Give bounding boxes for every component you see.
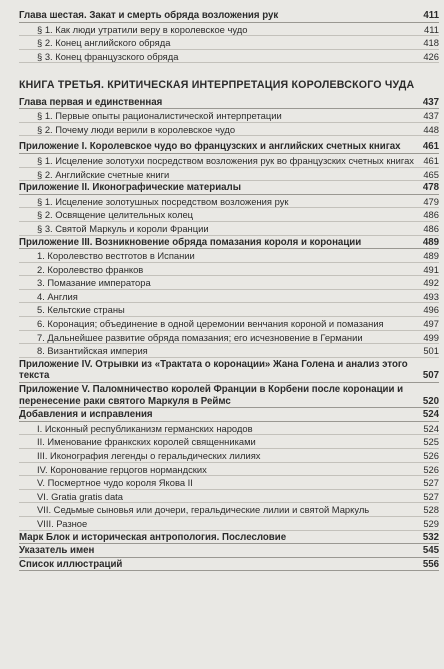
toc-entry-page: 526 xyxy=(423,450,439,462)
toc-entry-page: 486 xyxy=(423,222,439,234)
toc-entry-page: 524 xyxy=(422,409,439,421)
toc-entry-title: Добавления и исправления xyxy=(19,409,153,421)
toc-entry-title: VIII. Разное xyxy=(37,517,88,529)
toc-entry-title: 4. Англия xyxy=(37,290,78,302)
toc-entry-title: VII. Седьмые сыновья или дочери, геральдические лилии и святой Маркуль xyxy=(37,504,370,516)
toc-entry-page: 461 xyxy=(422,141,439,153)
toc-entry-page: 545 xyxy=(422,545,439,557)
toc-entry-title: 1. Королевство вестготов в Испании xyxy=(37,250,195,262)
toc-entry-page: 426 xyxy=(423,50,439,62)
toc-entry-title: § 2. Английские счетные книги xyxy=(37,168,170,180)
toc-entry-appendix-5[interactable] xyxy=(19,383,439,408)
toc-entry-title: 5. Кельтские страны xyxy=(37,304,125,316)
toc-entry-title: Указатель имен xyxy=(19,545,95,557)
toc-entry[interactable] xyxy=(19,517,439,531)
toc-entry-title: § 2. Конец английского обряда xyxy=(37,37,171,49)
toc-entry[interactable] xyxy=(19,463,439,477)
toc-entry-title: § 1. Исцеление золотушных посредством возложения рук xyxy=(37,195,289,207)
toc-entry-appendix-2[interactable] xyxy=(19,181,439,195)
toc-entry-name-index[interactable] xyxy=(19,544,439,558)
toc-entry[interactable] xyxy=(19,168,439,182)
toc-entry-title: I. Исконный республиканизм германских народов xyxy=(37,422,253,434)
toc-entry-title: Приложение III. Возникновение обряда помазания короля и коронации xyxy=(19,236,362,248)
toc-entry-page: 411 xyxy=(423,10,439,21)
toc-entry-page: 448 xyxy=(423,123,439,135)
toc-entry[interactable] xyxy=(19,490,439,504)
toc-entry-page: 479 xyxy=(423,195,439,207)
toc-entry-page: 478 xyxy=(422,182,439,194)
toc-entry[interactable] xyxy=(19,36,439,50)
toc-entry-appendix-3[interactable] xyxy=(19,236,439,250)
toc-entry-page: 492 xyxy=(423,277,439,289)
toc-entry-page: 493 xyxy=(423,290,439,302)
toc-entry[interactable] xyxy=(19,263,439,277)
toc-entry-page: 532 xyxy=(422,531,439,543)
toc-entry-title: Глава шестая. Закат и смерть обряда возложения рук xyxy=(19,10,279,21)
toc-entry-appendix-1[interactable] xyxy=(19,140,439,154)
toc-entry-title: 2. Королевство франков xyxy=(37,263,144,275)
toc-entry-page: 524 xyxy=(423,422,439,434)
toc-entry-page: 411 xyxy=(424,23,439,35)
toc-entry-page: 526 xyxy=(423,463,439,475)
toc-entry-page: 497 xyxy=(423,318,439,330)
toc-entry-page: 465 xyxy=(423,168,439,180)
toc-entry-addenda[interactable] xyxy=(19,408,439,422)
toc-entry-page: 489 xyxy=(422,236,439,248)
toc-entry-title: V. Посмертное чудо короля Якова II xyxy=(37,477,193,489)
toc-entry-title: 8. Византийская империя xyxy=(37,345,148,357)
toc-entry[interactable] xyxy=(19,290,439,304)
toc-entry-title: 3. Помазание императора xyxy=(37,277,151,289)
book-three-heading: КНИГА ТРЕТЬЯ. КРИТИЧЕСКАЯ ИНТЕРПРЕТАЦИЯ КОРОЛЕВСКОГО ЧУДА xyxy=(19,79,415,92)
toc-entry[interactable] xyxy=(19,154,439,168)
toc-entry[interactable] xyxy=(19,331,439,345)
toc-entry-title: § 2. Почему люди верили в королевское чудо xyxy=(37,123,236,135)
toc-entry[interactable] xyxy=(19,249,439,263)
toc-entry[interactable] xyxy=(19,449,439,463)
toc-entry[interactable] xyxy=(19,422,439,436)
toc-entry-page: 499 xyxy=(423,331,439,343)
toc-entry-page: 525 xyxy=(423,436,439,448)
toc-entry-title: 7. Дальнейшее развитие обряда помазания; его исчезновение в Германии xyxy=(37,331,363,343)
toc-entry-title: Приложение V. Паломничество королей Франции в Корбени после коронации и перенесение раки святого Маркуля в Реймс xyxy=(19,384,404,407)
toc-entry-title: Приложение II. Иконографические материалы xyxy=(19,182,241,194)
toc-entry-page: 486 xyxy=(423,209,439,221)
toc-entry-title: § 2. Освящение целительных колец xyxy=(37,209,194,221)
toc-entry[interactable] xyxy=(19,195,439,209)
toc-entry-page: 507 xyxy=(422,370,439,382)
toc-entry-title: Приложение I. Королевское чудо во французских и английских счетных книгах xyxy=(19,141,401,153)
toc-entry[interactable] xyxy=(19,276,439,290)
toc-entry[interactable] xyxy=(19,23,439,37)
toc-entry-title: II. Именование франкских королей священниками xyxy=(37,436,256,448)
toc-entry[interactable] xyxy=(19,303,439,317)
toc-entry-page: 501 xyxy=(423,345,439,357)
toc-entry[interactable] xyxy=(19,222,439,236)
toc-entry-title: Марк Блок и историческая антропология. Послесловие xyxy=(19,531,287,543)
toc-entry[interactable] xyxy=(19,503,439,517)
toc-entry-page: 527 xyxy=(423,477,439,489)
toc-entry[interactable] xyxy=(19,123,439,137)
toc-entry-afterword[interactable] xyxy=(19,531,439,545)
toc-entry[interactable] xyxy=(19,317,439,331)
toc-entry-title: § 3. Святой Маркуль и короли Франции xyxy=(37,222,209,234)
toc-entry-title: III. Иконография легенды о геральдических лилиях xyxy=(37,450,261,462)
toc-entry-title: § 3. Конец французского обряда xyxy=(37,50,179,62)
toc-entry-page: 556 xyxy=(422,558,439,570)
toc-entry-title: § 1. Первые опыты рационалистической интерпретации xyxy=(37,110,282,122)
table-of-contents xyxy=(19,9,439,571)
toc-entry[interactable] xyxy=(19,208,439,222)
toc-entry-chapter-6[interactable] xyxy=(19,9,439,23)
toc-entry[interactable] xyxy=(19,50,439,64)
toc-entry-title: IV. Коронование герцогов нормандских xyxy=(37,463,207,475)
toc-entry-page: 461 xyxy=(423,154,439,166)
toc-entry-page: 527 xyxy=(423,490,439,502)
toc-entry-page: 437 xyxy=(422,96,439,108)
toc-entry[interactable] xyxy=(19,476,439,490)
toc-entry-page: 528 xyxy=(423,504,439,516)
toc-entry-title: Приложение IV. Отрывки из «Трактата о коронации» Жана Голена и анализ этого текста xyxy=(19,358,408,382)
toc-entry-title: § 1. Как люди утратили веру в королевское чудо xyxy=(37,23,248,35)
toc-entry-page: 437 xyxy=(423,110,439,122)
toc-entry-title: Список иллюстраций xyxy=(19,558,123,570)
toc-entry-page: 418 xyxy=(423,37,439,49)
toc-entry[interactable] xyxy=(19,109,439,123)
toc-entry-page: 489 xyxy=(423,250,439,262)
toc-entry[interactable] xyxy=(19,344,439,358)
toc-entry-title: § 1. Исцеление золотухи посредством возложения рук во французских счетных книгах xyxy=(37,154,414,166)
toc-entry-chapter-single[interactable] xyxy=(19,96,439,110)
toc-entry-page: 496 xyxy=(423,304,439,316)
toc-entry-appendix-4[interactable] xyxy=(19,358,439,383)
toc-entry-title: VI. Gratia gratis data xyxy=(37,490,123,502)
toc-entry-page: 520 xyxy=(422,395,439,407)
toc-entry-title: Глава первая и единственная xyxy=(19,96,163,108)
toc-entry[interactable] xyxy=(19,435,439,449)
toc-entry-page: 529 xyxy=(423,517,439,529)
toc-entry-title: 6. Коронация; объединение в одной церемонии венчания короной и помазания xyxy=(37,318,384,330)
toc-entry-page: 491 xyxy=(423,263,439,275)
toc-entry-illustrations[interactable] xyxy=(19,558,439,572)
